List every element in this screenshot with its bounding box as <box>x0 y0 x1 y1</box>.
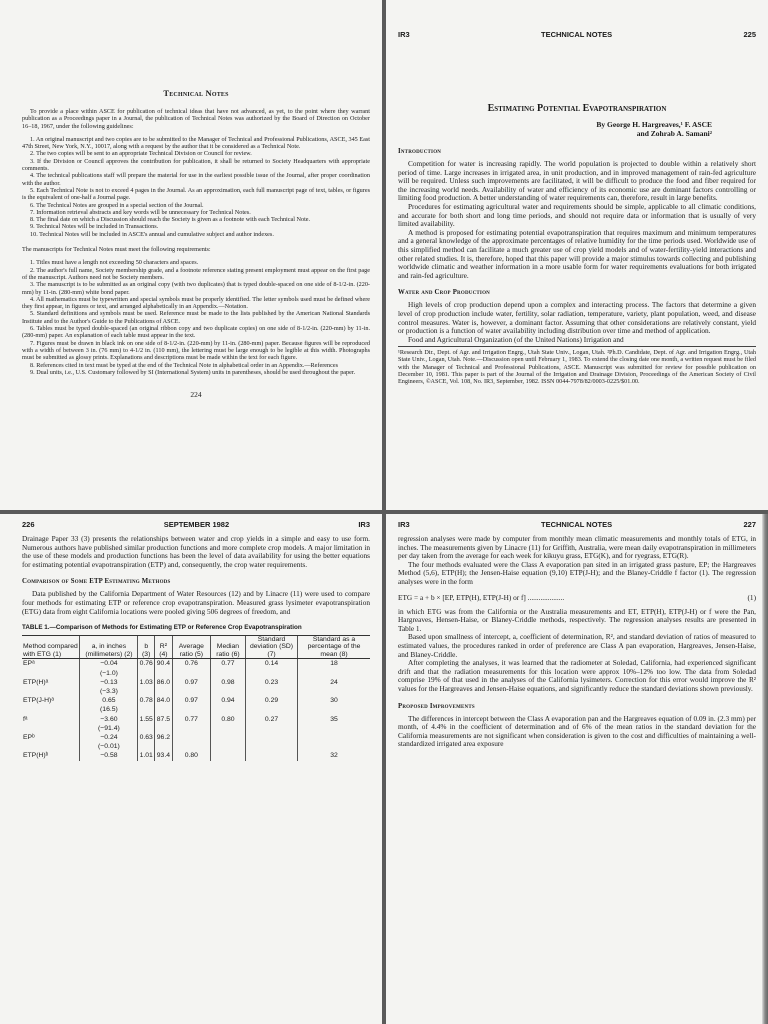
table-cell <box>298 687 370 696</box>
table-cell <box>172 669 210 678</box>
table-column-header: b (3) <box>138 635 155 659</box>
table-cell <box>22 687 80 696</box>
table-cell <box>246 742 298 751</box>
author-line-2: and Zohrab A. Samani² <box>636 129 712 138</box>
page-title: Technical Notes <box>163 88 229 98</box>
table-cell <box>246 705 298 714</box>
table-cell: 24 <box>298 678 370 687</box>
page-227 <box>386 514 768 1024</box>
table-cell <box>138 669 155 678</box>
table-cell: 86.0 <box>154 678 172 687</box>
guideline-item: 9. Technical Notes will be included in Transactions. <box>30 223 159 231</box>
header-page-number: 225 <box>743 30 756 39</box>
table-cell: 0.76 <box>172 659 210 669</box>
requirement-item: 3. The manuscript is to be submitted as an original copy (with two duplicates) that is typed double-spaced on one side of 8-1/2-in. (220-mm) by 11-in. (280-mm) white bond paper. <box>22 281 370 296</box>
intro-paragraph: To provide a place within ASCE for publication of technical ideas that have not advanced, as yet, to the point where they warrant publication as a Proceedings paper in a Journal, the publication of Technical Notes was authorized by the Board of Direction on October 16–18, 1967, under the following guidelines: <box>22 108 370 130</box>
table-cell: −0.24 <box>80 733 138 742</box>
guideline-item: 3. If the Division or Council approves the contribution for publication, it shall be returned to Society Headquarters with appropriate comments. <box>22 157 370 173</box>
table-cell: 0.77 <box>172 715 210 724</box>
header-page-number: 227 <box>743 520 756 529</box>
table-cell <box>138 687 155 696</box>
requirement-item: 8. References cited in text must be typed at the end of the Technical Note in alphabetical order in an Appendix.—References <box>30 361 339 369</box>
header-journal: IR3 <box>398 30 410 39</box>
table-row <box>22 715 370 724</box>
table-cell <box>22 724 80 733</box>
table-cell <box>210 724 245 733</box>
table-cell <box>298 705 370 714</box>
table-cell <box>246 669 298 678</box>
table-cell: 0.65 <box>80 696 138 705</box>
table-cell <box>298 724 370 733</box>
section-heading-comparison: Comparison of Some ETP Estimating Methods <box>22 578 171 586</box>
table-cell <box>138 705 155 714</box>
page-number: 224 <box>190 390 202 400</box>
table-cell <box>246 724 298 733</box>
running-header <box>398 30 756 39</box>
table-cell: EPᵃ <box>23 660 35 668</box>
table-cell: (−1.0) <box>80 669 138 678</box>
table-cell <box>210 733 245 742</box>
table-cell <box>210 751 245 760</box>
table-row <box>22 687 370 696</box>
table-cell: 1.01 <box>139 752 153 760</box>
header-date: SEPTEMBER 1982 <box>163 520 230 529</box>
body-paragraph-3: in which ETG was from the California or the Australia measurements and ET, ETP(H), ETP(J-H) or f were the Pan, Hargreaves, Hensen-Haise, or Blaney-Criddle methods, respectively. The regression analyses results are presented in Table 1. <box>398 606 756 633</box>
table-cell <box>138 724 155 733</box>
table-cell <box>138 742 155 751</box>
table-cell <box>246 687 298 696</box>
table-cell: 0.27 <box>246 715 298 724</box>
header-journal: IR3 <box>358 520 370 529</box>
table-row <box>22 705 370 714</box>
table-cell: ETP(H)ᵃ <box>23 678 49 686</box>
table-cell <box>172 687 210 696</box>
table-cell: 0.29 <box>246 696 298 705</box>
table-cell <box>172 742 210 751</box>
requirement-item: 9. Dual units, i.e., U.S. Customary followed by SI (International System) units in parentheses, should be used throughout the paper. <box>30 368 356 376</box>
table-cell <box>154 705 172 714</box>
table-cell: 0.94 <box>210 696 245 705</box>
requirement-item: 2. The author's full name, Society membership grade, and a footnote reference stating present employment must appear on the first page of the manuscript. Authors need not be Society members. <box>22 266 370 281</box>
table-cell <box>210 669 245 678</box>
table-cell: fᵃ <box>23 715 28 723</box>
guideline-item: 4. The technical publications staff will prepare the material for use in the earliest possible issue of the Journal, after proper coordination with the author. <box>22 172 370 187</box>
table-row <box>22 733 370 742</box>
guideline-item: 10. Technical Notes will be included in ASCE's annual and cumulative subject and author indexes. <box>30 230 274 238</box>
section-heading-introduction: Introduction <box>398 148 442 155</box>
table-row <box>22 678 370 687</box>
table-row <box>22 751 370 760</box>
table-cell: 1.03 <box>139 678 153 686</box>
table-cell: 0.97 <box>172 678 210 687</box>
water-paragraph: High levels of crop production depend upon a complex and interacting process. The factors that determine a given level of crop production include water, fertility, solar radiation, temperature, variety, plant population, weed, and disease control measures. Water is, however, a dominant factor. Assuming that other considerations are relatively constant, yield or production is a function of water availability including distribution over time and method of application. <box>398 300 756 336</box>
table-caption: TABLE 1.—Comparison of Methods for Estimating ETP or Reference Crop Evapotranspiration <box>22 624 302 632</box>
page-225 <box>386 0 768 510</box>
table-cell: 90.4 <box>154 659 172 669</box>
guidelines-list <box>22 136 370 238</box>
body-paragraph-1: regression analyses were made by computer from monthly mean climatic measurements and monthly totals of ETG, in inches. The measurements given by Linacre (11) for Griffith, Australia, were mean daily evapotranspiration in millimeters per day taken from the average for each week for kikuyu grass, ETG(K), and for ryegrass, ETG(R). <box>398 534 756 561</box>
table-cell <box>298 742 370 751</box>
table-cell <box>210 687 245 696</box>
table-cell: −0.04 <box>80 659 138 669</box>
body-paragraph-1: Drainage Paper 33 (3) presents the relationships between water and crop yields in a simple and easy to use form. Numerous authors have published similar production functions and more complete crop models. A major limitation in the use of these models and production functions has been the level of data availability for using the better equations for estimating potential evapotranspiration (ETP) and, consequently, the crop water requirements. <box>22 534 370 569</box>
requirement-item: 6. Tables must be typed double-spaced (an original ribbon copy and two duplicate copies) on one side of 8-1/2-in. (220-mm) by 11-in. (280-mm) paper. An explanation of each table must appear in the text. <box>22 325 370 340</box>
table-cell <box>154 687 172 696</box>
table-cell <box>172 733 210 742</box>
table-cell: 32 <box>298 751 370 760</box>
section-heading-water: Water and Crop Production <box>398 289 490 297</box>
page-224 <box>0 0 382 510</box>
table-cell: 0.76 <box>139 660 153 668</box>
equation-number: (1) <box>747 592 756 602</box>
table-cell <box>154 669 172 678</box>
guideline-item: 8. The final date on which a Discussion should reach the Society is given as a footnote with each Technical Note. <box>30 216 311 224</box>
table-cell <box>246 751 298 760</box>
table-cell: (−91.4) <box>80 724 138 733</box>
table-cell: (16.5) <box>80 705 138 714</box>
table-cell <box>246 733 298 742</box>
table-row <box>22 669 370 678</box>
body-paragraph-4: Based upon smallness of intercept, a, coefficient of determination, R², and standard deviation of ratios of measured to estimated values, the procedures ranked in order of preference are Class A pan evaporation, Hargreaves, Jensen-Haise, and Blaney-Criddle. <box>398 632 756 659</box>
comparison-table <box>22 635 370 761</box>
table-cell: 18 <box>298 659 370 669</box>
page-226 <box>0 514 382 1024</box>
table-cell: −0.58 <box>80 751 138 760</box>
intro-paragraph-1: Competition for water is increasing rapidly. The world population is projected to double within a relatively short period of time. Large increases in irrigated area, in unit production, and in improved management of rain-fed agriculture will be required. Unless such improvements are facilitated, it will be difficult to produce the food and fiber required for the increasing world needs. Availability of water and efficiency of its economic use are dominant factors controlling or limiting food production. A better understanding of water requirements can, therefore, result in large benefits. <box>398 159 756 203</box>
table-cell: 93.4 <box>154 751 172 760</box>
author-line <box>398 120 712 138</box>
table-column-header: R² (4) <box>154 635 172 659</box>
table-column-header: Median ratio (6) <box>210 635 245 659</box>
intro-paragraph-2: Procedures for estimating agricultural water and requirements should be simple, applicable to all climatic conditions, and accurate for both short and long time periods, and should not require data or information that is usually of very limited availability. <box>398 201 756 229</box>
table-cell: 0.23 <box>246 678 298 687</box>
requirements-list <box>22 259 370 376</box>
running-header <box>22 520 370 529</box>
table-cell: 0.80 <box>172 751 210 760</box>
book-spine-edge <box>762 514 768 1024</box>
table-cell: 0.78 <box>139 697 153 705</box>
table-cell: 0.77 <box>210 659 245 669</box>
table-cell <box>154 742 172 751</box>
table-column-header: Method compared with ETG (1) <box>22 635 80 659</box>
table-cell: ETP(J-H)ᵃ <box>23 697 54 705</box>
table-cell: 1.55 <box>139 715 153 723</box>
table-cell <box>22 705 80 714</box>
requirement-item: 1. Titles must have a length not exceeding 50 characters and spaces. <box>30 259 199 267</box>
guideline-item: 2. The two copies will be sent to an appropriate Technical Division or Council for review. <box>30 150 252 158</box>
body-paragraph-2: Data published by the California Department of Water Resources (12) and by Linacre (11) were used to compare four methods for estimating ETP or reference crop evapotranspiration. Measured grass lysimeter evapotranspiration (ETG) data from eight California locations were pooled giving 506 degrees of freedom, and <box>22 589 370 616</box>
guideline-item: 1. An original manuscript and two copies are to be submitted to the Manager of Technical and Professional Publications, ASCE, 345 East 47th Street, New York, N.Y., 10017, along with a request by the author that it be considered as a Technical Note. <box>22 135 370 151</box>
table-cell: −0.13 <box>80 678 138 687</box>
water-paragraph-2: Food and Agricultural Organization (of the United Nations) Irrigation and <box>408 334 624 344</box>
table-column-header: a, in inches (millimeters) (2) <box>80 635 138 659</box>
requirement-item: 4. All mathematics must be typewritten and special symbols must be properly identified. The letter symbols used must be defined where they first appear, in figures or text, and arranged alphabetically in an Appendix.—Notation. <box>22 295 370 311</box>
table-cell: 30 <box>298 696 370 705</box>
body-paragraph-6: The differences in intercept between the Class A evaporation pan and the Hargreaves equation of 0.09 in. (2.3 mm) per month, of 4.4% in the coefficient of determination and of 6% of the mean ratios in the standard deviation for the California measurements are not significant when consideration is given to the cost and difficulties of maintaining a well-standardized irrigated area exposure <box>398 713 756 749</box>
table-header-row <box>22 635 370 659</box>
table-cell: 96.2 <box>154 733 172 742</box>
section-heading-improvements: Proposed Improvements <box>398 702 475 710</box>
requirements-intro: The manuscripts for Technical Notes must meet the following requirements: <box>22 246 211 254</box>
table-cell <box>298 669 370 678</box>
table-cell: 87.5 <box>154 715 172 724</box>
table-cell <box>210 705 245 714</box>
table-column-header: Average ratio (5) <box>172 635 210 659</box>
table-cell <box>22 669 80 678</box>
guideline-item: 6. The Technical Notes are grouped in a special section of the Journal. <box>30 201 204 209</box>
table-body <box>22 659 370 761</box>
requirement-item: 5. Standard definitions and symbols must be used. Reference must be made to the lists published by the American National Standards Institute and to the Author's Guide to the Publications of ASCE. <box>22 310 370 325</box>
table-cell: EPᵇ <box>23 733 35 741</box>
header-journal: IR3 <box>398 520 410 529</box>
table-cell <box>298 733 370 742</box>
table-cell <box>172 705 210 714</box>
body-paragraph-5: After completing the analyses, it was learned that the radiometer at Soledad, California, had experienced significant drift and that the radiation measurements for this location were approx 10%–12% too low. The data from Soledad comprise 19% of that used in the analyses of the California lysimeters. Correction for this error would improve the R² values for the Hargreaves and Jensen-Haise equations, and significantly reduce the standard deviations shown previously. <box>398 658 756 693</box>
author-line-1: By George H. Hargreaves,¹ F. ASCE <box>596 120 712 129</box>
header-page-number: 226 <box>22 520 35 529</box>
table-cell: 35 <box>298 715 370 724</box>
table-cell: 0.14 <box>246 659 298 669</box>
guideline-item: 7. Information retrieval abstracts and key words will be unnecessary for Technical Notes. <box>30 208 251 216</box>
table-column-header: Standard as a percentage of the mean (8) <box>298 635 370 659</box>
intro-paragraph-3: A method is proposed for estimating potential evapotranspiration that requires maximum and minimum temperatures and a general knowledge of the approximate percentages of relative humidity for the time periods used. Worldwide use of this simplified method can facilitate a much greater use of crop yield models and of water-fertility-yield interactions and other related studies. It is, therefore, hoped that this paper will provide a major stimulus towards collecting and publishing worldwide climatic and weather information in a more usable form for water requirements evaluations for both irrigated and rain-fed agriculture. <box>398 227 756 280</box>
equation-text: ETG = a + b × [EP, ETP(H), ETP(J-H) or f] .................... <box>398 592 565 602</box>
table-cell: (−0.01) <box>80 742 138 751</box>
table-cell <box>172 724 210 733</box>
table-row <box>22 659 370 669</box>
table-cell: 0.80 <box>210 715 245 724</box>
body-paragraph-2: The four methods evaluated were the Class A evaporation pan sited in an irrigated grass pasture, EP; the Hargreaves Method (5,6), ETP(H); the Jensen-Haise equation (9,10) ETP(J-H); and the Blaney-Criddle f factor (1). The regression analyses were in the form <box>398 559 756 586</box>
table-cell <box>154 724 172 733</box>
equation-1 <box>398 593 756 602</box>
header-section: TECHNICAL NOTES <box>541 30 613 39</box>
requirement-item: 7. Figures must be drawn in black ink on one side of 8-1/2-in. (220-mm) by 11-in. (280-mm) paper. Because figures will be reproduced with a width of between 3 in. (76 mm) to 4-1/2 in. (110 mm), the lettering must be large enough to be legible at this width. Photographs must be submitted as glossy prints. Explanations and descriptions must be made within the text for each figure. <box>22 339 370 362</box>
running-header <box>398 520 756 529</box>
table-row <box>22 696 370 705</box>
table-cell: 0.98 <box>210 678 245 687</box>
table-row <box>22 742 370 751</box>
table-cell: 84.0 <box>154 696 172 705</box>
table-cell <box>210 742 245 751</box>
table-row <box>22 724 370 733</box>
guideline-item: 5. Each Technical Note is not to exceed 4 pages in the Journal. As an approximation, each full manuscript page of text, tables, or figures is the equivalent of one-half a Journal page. <box>22 186 370 202</box>
table-cell: (−3.3) <box>80 687 138 696</box>
table-cell: 0.97 <box>172 696 210 705</box>
paper-title: Estimating Potential Evapotranspiration <box>487 103 667 114</box>
table-cell <box>22 742 80 751</box>
table-cell: ETP(H)ᵇ <box>23 752 49 760</box>
footnotes: ¹Research Dir., Dept. of Agr. and Irrigation Engrg., Utah State Univ., Logan, Utah. ²Ph.D. Candidate, Dept. of Agr. and Irrigation Engrg., Utah State Univ., Logan, Utah. Note.—Discussion open until February 1, 1983. To extend the closing date one month, a written request must be filed with the Manager of Technical and Professional Publications, ASCE. Manuscript was submitted for review for possible publication on December 10, 1981. This paper is part of the Journal of the Irrigation and Drainage Division, Proceedings of the American Society of Civil Engineers, ©ASCE, Vol. 108, No. IR3, September, 1982. ISSN 0044-7978/82/0003-0225/$01.00. <box>398 346 756 385</box>
table-cell: 0.63 <box>139 733 153 741</box>
header-section: TECHNICAL NOTES <box>541 520 613 529</box>
table-cell: −3.60 <box>80 715 138 724</box>
table-column-header: Standard deviation (SD) (7) <box>246 635 298 659</box>
